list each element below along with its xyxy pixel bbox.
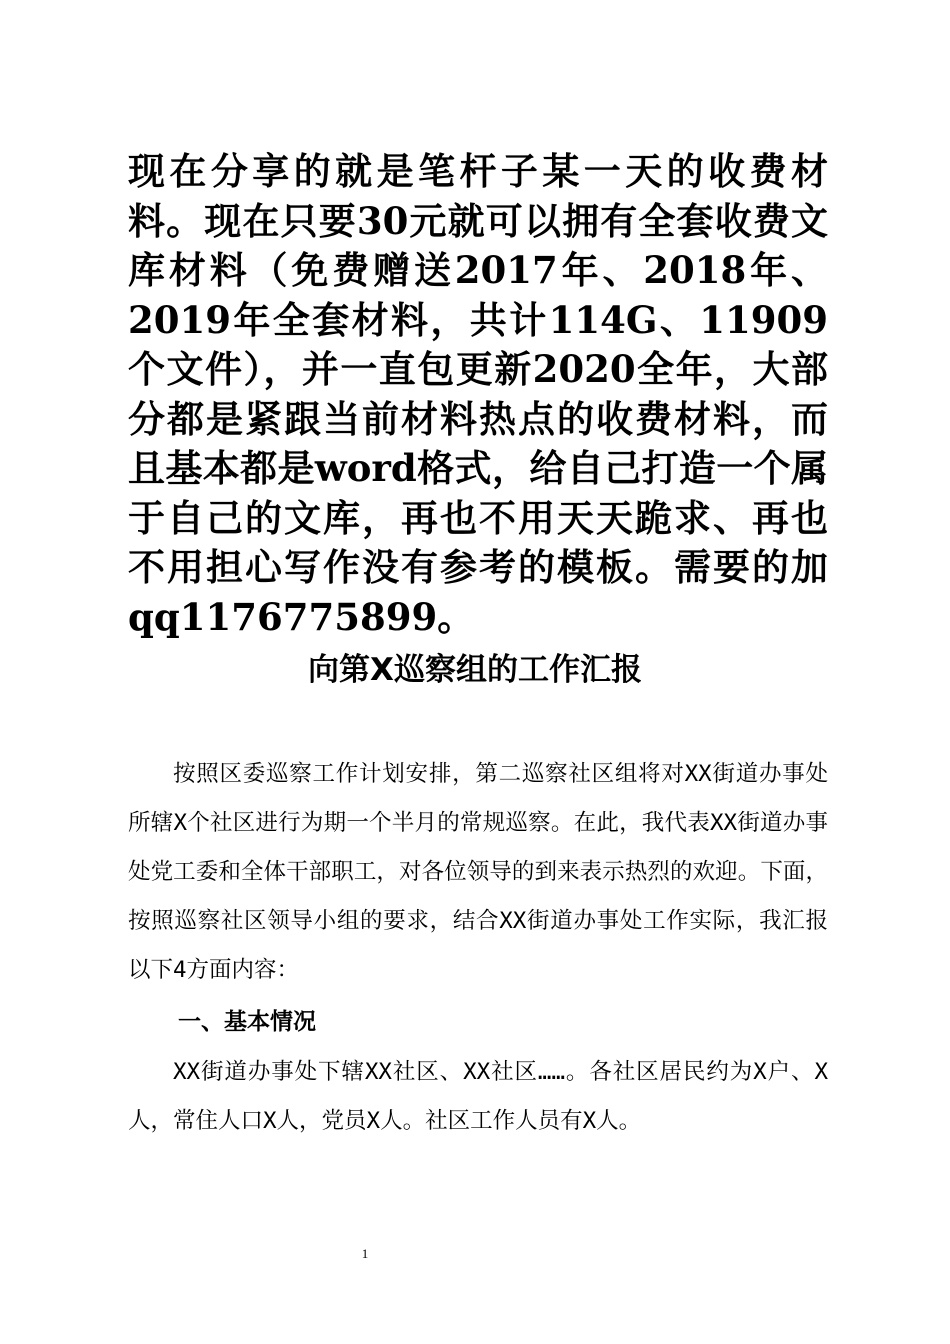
section-heading: 一、基本情况 [178, 1009, 316, 1035]
intro-paragraph: 按照区委巡察工作计划安排，第二巡察社区组将对XX街道办事处所辖X个社区进行为期一个半月的常规巡察。在此，我代表XX街道办事处党工委和全体干部职工，对各位领导的到来表示热烈的欢迎。下面，按照巡察社区领导小组的要求，结合XX街道办事处工作实际，我汇报以下4方面内容： [128, 761, 828, 983]
section-paragraph: XX街道办事处下辖XX社区、XX社区……。各社区居民约为X户、X人，常住人口X人，党员X人。社区工作人员有X人。 [128, 1059, 828, 1134]
document-title: 向第X巡察组的工作汇报 [308, 652, 642, 688]
promo-paragraph: 现在分享的就是笔杆子某一天的收费材料。现在只要30元就可以拥有全套收费文库材料（免费赠送2017年、2018年、2019年全套材料，共计114G、11909个文件），并一直包更新2020全年，大部分都是紧跟当前材料热点的收费材料，而且基本都是word格式，给自己打造一个属于自己的文库，再也不用天天跪求、再也不用担心写作没有参考的模板。需要的加qq1176775899。 [128, 149, 828, 639]
page-number: 1 [361, 1246, 369, 1261]
